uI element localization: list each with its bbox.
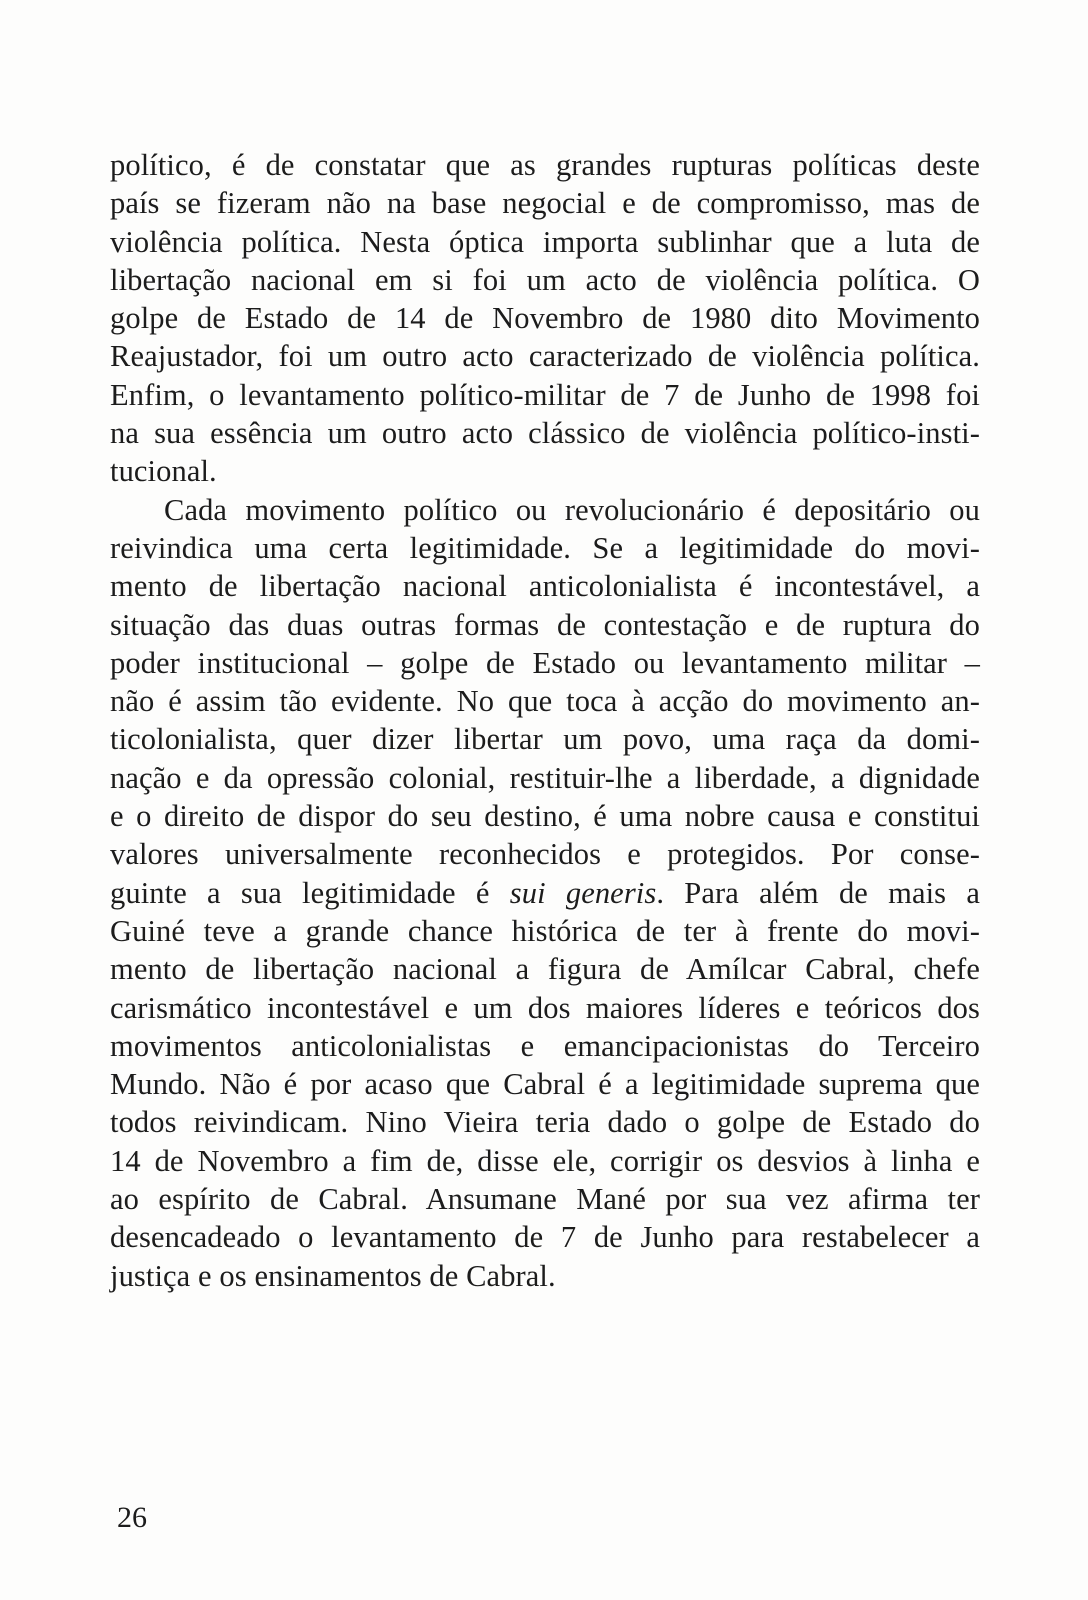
text-line: carismático incontestável e um dos maiores líderes e teóricos dos <box>110 990 980 1025</box>
text-line: Reajustador, foi um outro acto caracterizado de violência política. <box>110 339 980 374</box>
text-line: Cada movimento político ou revolucionário é depositário ou <box>164 492 980 527</box>
text-line: guinte a sua legitimidade é sui generis. Para além de mais a <box>110 875 980 910</box>
text-line: ao espírito de Cabral. Ansumane Mané por sua vez afirma ter <box>110 1182 980 1217</box>
text-line: poder institucional – golpe de Estado ou levantamento militar – <box>110 645 980 680</box>
text-line: político, é de constatar que as grandes rupturas políticas deste <box>110 148 980 182</box>
text-line: todos reivindicam. Nino Vieira teria dado o golpe de Estado do <box>110 1105 980 1140</box>
text-line: Mundo. Não é por acaso que Cabral é a legitimidade suprema que <box>110 1067 980 1102</box>
text-line: mento de libertação nacional anticolonialista é incontestável, a <box>110 569 980 604</box>
text-line: justiça e os ensinamentos de Cabral. <box>110 1258 556 1293</box>
paragraph <box>110 146 980 491</box>
text-line: reivindica uma certa legitimidade. Se a legitimidade do movi- <box>110 530 980 565</box>
body-text <box>110 146 980 1295</box>
text-line: golpe de Estado de 14 de Novembro de 1980 dito Movimento <box>110 301 980 336</box>
text-line: violência política. Nesta óptica importa sublinhar que a luta de <box>110 224 980 259</box>
text-line: Enfim, o levantamento político-militar de 7 de Junho de 1998 foi <box>110 377 980 412</box>
text-line: libertação nacional em si foi um acto de violência política. O <box>110 262 980 297</box>
text-line: não é assim tão evidente. No que toca à acção do movimento an- <box>110 684 980 719</box>
text-line: país se fizeram não na base negocial e de compromisso, mas de <box>110 186 980 221</box>
text-line: movimentos anticolonialistas e emancipacionistas do Terceiro <box>110 1028 980 1063</box>
page-number: 26 <box>117 1501 147 1534</box>
text-line: valores universalmente reconhecidos e protegidos. Por conse- <box>110 837 980 872</box>
text-line: na sua essência um outro acto clássico de violência político-insti- <box>110 416 980 451</box>
text-line: desencadeado o levantamento de 7 de Junho para restabelecer a <box>110 1220 980 1255</box>
text-line: tucional. <box>110 454 217 489</box>
text-line: e o direito de dispor do seu destino, é uma nobre causa e constitui <box>110 799 980 834</box>
text-line: Guiné teve a grande chance histórica de ter à frente do movi- <box>110 913 980 948</box>
text-line: nação e da opressão colonial, restituir-lhe a liberdade, a dignidade <box>110 760 980 795</box>
text-line: ticolonialista, quer dizer libertar um povo, uma raça da domi- <box>110 722 980 757</box>
text-line: 14 de Novembro a fim de, disse ele, corrigir os desvios à linha e <box>110 1143 980 1178</box>
text-line: mento de libertação nacional a figura de Amílcar Cabral, chefe <box>110 952 980 987</box>
text-line: situação das duas outras formas de contestação e de ruptura do <box>110 607 980 642</box>
paragraph <box>110 491 980 1295</box>
